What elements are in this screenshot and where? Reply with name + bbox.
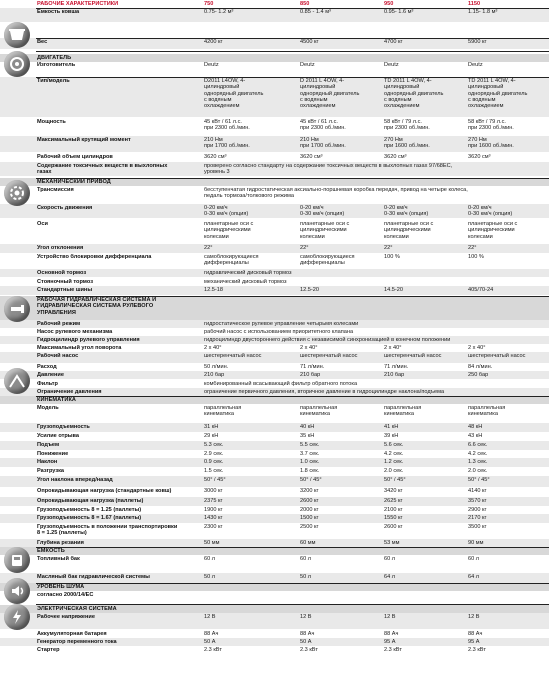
- spec-value-750: 4200 кг: [204, 39, 223, 45]
- spec-row: [0, 573, 549, 583]
- hydraulics-icon: [4, 296, 30, 322]
- spec-row: [0, 77, 549, 117]
- spec-value-950: 2625 кг: [384, 498, 403, 504]
- spec-value-850: 2 x 40°: [300, 345, 318, 351]
- spec-label: Скорость движения: [37, 205, 93, 211]
- section-header-row: [0, 396, 549, 404]
- spec-value-750: 2375 кг: [204, 498, 223, 504]
- spec-value-1150: 3620 см³: [468, 154, 491, 160]
- spec-value-750: Deutz: [204, 62, 219, 68]
- section-divider: [36, 396, 549, 397]
- spec-row: [0, 328, 549, 336]
- spec-label: Грузоподъемность 8 = 1.25 (паллеты): [37, 507, 142, 513]
- spec-value-750: 5.3 сек.: [204, 442, 224, 448]
- spec-value-all-models: гидроцилиндр двустороннего действия с независимой синхронизацией в конечном положении: [204, 337, 451, 343]
- section-title: КИНЕМАТИКА: [37, 397, 77, 403]
- spec-value-750: 3000 кг: [204, 488, 223, 494]
- spec-label: Аккумуляторная батарея: [37, 631, 107, 637]
- spec-value-all-models: комбинированный всасывающий фильтр обратного потока: [204, 381, 358, 387]
- spec-value-950: 2100 кг: [384, 507, 403, 513]
- spec-value-850: 22°: [300, 245, 309, 251]
- spec-row: [0, 497, 549, 506]
- spec-value-750: 0.9 сек.: [204, 459, 224, 465]
- spec-label: Оси: [37, 221, 48, 227]
- spec-value-750: 31 кН: [204, 424, 219, 430]
- spec-row: [0, 153, 549, 162]
- spec-value-1150: 12 В: [468, 614, 480, 620]
- spec-value-850: 60 мм: [300, 540, 316, 546]
- spec-label: Тип/модель: [37, 78, 70, 84]
- spec-row: [0, 336, 549, 344]
- spec-value-750: 45 кВт / 61 л.с. при 2300 об./мин.: [204, 119, 250, 132]
- spec-label: Стояночный тормоз: [37, 279, 93, 285]
- section-title: ЕМКОСТЬ: [37, 548, 65, 554]
- spec-value-950: 270 Нм при 1600 об./мин.: [384, 137, 430, 150]
- spec-value-750: 3620 см³: [204, 154, 227, 160]
- spec-value-750: самоблокирующиеся дифференциалы: [204, 254, 259, 267]
- spec-value-1150: 250 бар: [468, 372, 489, 378]
- spec-value-750: 210 бар: [204, 372, 225, 378]
- section-header-row: [0, 547, 549, 555]
- spec-row: [0, 432, 549, 441]
- spec-row: [0, 8, 549, 22]
- spec-value-950: 5.6 сек.: [384, 442, 404, 448]
- spec-value-950: 64 л: [384, 574, 396, 580]
- spec-label: Угол отклонения: [37, 245, 84, 251]
- spec-value-750: 0-20 км/ч 0-30 км/ч (опция): [204, 205, 249, 218]
- spec-value-950: 0.95- 1.6 м³: [384, 9, 414, 15]
- spec-label: Стандартные шины: [37, 287, 93, 293]
- spec-label: Емкость ковша: [37, 9, 80, 15]
- spec-row: [0, 380, 549, 388]
- spec-value-1150: 1.15- 1.8 м³: [468, 9, 498, 15]
- spec-row: [0, 162, 549, 176]
- spec-value-1150: 6.6 сек.: [468, 442, 488, 448]
- spec-value-850: 2600 кг: [300, 498, 319, 504]
- spec-value-850: 4500 кг: [300, 39, 319, 45]
- spec-value-850: 40 кН: [300, 424, 315, 430]
- section-divider: [36, 8, 549, 9]
- spec-value-750: 1.5 сек.: [204, 468, 224, 474]
- spec-value-850: шестеренчатый насос: [300, 353, 358, 359]
- engine-icon: [4, 51, 30, 77]
- spec-value-950: Deutz: [384, 62, 399, 68]
- section-divider: [36, 178, 549, 179]
- spec-label: согласно 2000/14/EС: [37, 592, 94, 598]
- model-1150: 1150: [468, 1, 481, 7]
- spec-value-950: 88 Ач: [384, 631, 399, 637]
- spec-label: Разгрузка: [37, 468, 65, 474]
- spec-value-850: 50 л: [300, 574, 312, 580]
- spec-value-1150: 5900 кг: [468, 39, 487, 45]
- spec-value-850: 210 бар: [300, 372, 321, 378]
- spec-row: [0, 320, 549, 328]
- spec-value-850: 2.3 кВт: [300, 647, 318, 653]
- spec-value-950: 2 x 40°: [384, 345, 402, 351]
- spec-value-850: 12 В: [300, 614, 312, 620]
- spec-row: [0, 220, 549, 242]
- spec-value-1150: 84 л/мин.: [468, 364, 493, 370]
- spec-value-850: 0.85 - 1.4 м³: [300, 9, 331, 15]
- spec-label: Подъем: [37, 442, 60, 448]
- spec-value-1150: 43 кН: [468, 433, 483, 439]
- spec-value-1150: TD 2011 L 4OW, 4- цилиндровый однорядный двигатель с водяным охлаждением: [468, 78, 528, 110]
- spec-value-850: 88 Ач: [300, 631, 315, 637]
- spec-value-850: 50° / 45°: [300, 477, 322, 483]
- spec-row: [0, 118, 549, 134]
- model-950: 950: [384, 1, 394, 7]
- spec-value-750: 2300 кг: [204, 524, 223, 530]
- spec-value-950: 2.0 сек.: [384, 468, 404, 474]
- spec-label: Изготовитель: [37, 62, 76, 68]
- spec-label: Топливный бак: [37, 556, 80, 562]
- spec-label: Насос рулевого механизма: [37, 329, 113, 335]
- spec-value-950: 1.2 сек.: [384, 459, 404, 465]
- spec-value-750: планетарные оси с цилиндрическими колесами: [204, 221, 254, 240]
- section-header-row: [0, 296, 549, 320]
- spec-value-950: 3620 см³: [384, 154, 407, 160]
- spec-value-1150: планетарные оси с цилиндрическими колесами: [468, 221, 518, 240]
- spec-row: [0, 441, 549, 450]
- spec-label: Фильтр: [37, 381, 58, 387]
- spec-row: [0, 423, 549, 432]
- section-header-row: [0, 178, 549, 186]
- section-divider: [36, 583, 549, 584]
- spec-value-1150: 88 Ач: [468, 631, 483, 637]
- spec-value-950: 95 А: [384, 639, 396, 645]
- spec-row: [0, 613, 549, 629]
- section-title: УРОВЕНЬ ШУМА: [37, 584, 85, 590]
- spec-label: Рабочий объем цилиндров: [37, 154, 113, 160]
- spec-value-750: 12 В: [204, 614, 216, 620]
- spec-value-750: 50 А: [204, 639, 216, 645]
- spec-row: [0, 371, 549, 379]
- section-divider: [36, 604, 549, 605]
- spec-value-1150: шестеренчатый насос: [468, 353, 526, 359]
- spec-value-750: 50 мм: [204, 540, 220, 546]
- spec-value-750: 2.3 кВт: [204, 647, 222, 653]
- section-header-row: [0, 605, 549, 613]
- section-title: ЭЛЕКТРИЧЕСКАЯ СИСТЕМА: [37, 606, 117, 612]
- spec-value-1150: 1.3 сек.: [468, 459, 488, 465]
- spec-value-750: 12.5-18: [204, 287, 223, 293]
- spec-label: Модель: [37, 405, 59, 411]
- spec-value-750: 29 кН: [204, 433, 219, 439]
- spec-row: [0, 388, 549, 396]
- bucket-icon: [4, 22, 30, 48]
- spec-value-950: 1550 кг: [384, 515, 403, 521]
- spec-value-950: 39 кН: [384, 433, 399, 439]
- spec-row: [0, 467, 549, 476]
- spec-row: [0, 278, 549, 286]
- spec-value-1150: 270 Нм при 1600 об./мин.: [468, 137, 514, 150]
- spec-value-1150: 405/70-24: [468, 287, 494, 293]
- spec-value-850: Deutz: [300, 62, 315, 68]
- spec-row: [0, 630, 549, 638]
- spec-value-1150: 3570 кг: [468, 498, 487, 504]
- spec-row: [0, 136, 549, 152]
- spec-row: [0, 646, 549, 655]
- spec-value-950: 2.3 кВт: [384, 647, 402, 653]
- spec-value-850: 45 кВт / 61 л.с. при 2300 об./мин.: [300, 119, 346, 132]
- spec-value-1150: 2170 кг: [468, 515, 487, 521]
- spec-row: [0, 514, 549, 523]
- spec-value-1150: 2900 кг: [468, 507, 487, 513]
- spec-value-850: 0-20 км/ч 0-30 км/ч (опция): [300, 205, 345, 218]
- spec-value-950: планетарные оси с цилиндрическими колесами: [384, 221, 434, 240]
- spec-value-950: 2600 кг: [384, 524, 403, 530]
- spec-value-all-models: проверено согласно стандарту на содержание токсичных веществ в выхлопных газах 97/68EС, уровень 3: [204, 163, 453, 176]
- spec-value-1150: 2 x 40°: [468, 345, 486, 351]
- spec-label: Максимальный крутящий момент: [37, 137, 131, 143]
- spec-label: Грузоподъемность в положении транспортировки 8 = 1.25 (паллеты): [37, 524, 178, 537]
- spec-label: Генератор переменного тока: [37, 639, 117, 645]
- spec-value-850: 50 А: [300, 639, 312, 645]
- section-title: ДВИГАТЕЛЬ: [37, 55, 72, 61]
- spec-value-750: 50 л/мин.: [204, 364, 229, 370]
- spec-value-750: 210 Нм при 1700 об./мин.: [204, 137, 250, 150]
- spec-value-750: 50 л: [204, 574, 216, 580]
- spec-label: Усилие отрыва: [37, 433, 80, 439]
- spec-value-1150: 2.3 кВт: [468, 647, 486, 653]
- spec-label: Масляный бак гидравлической системы: [37, 574, 150, 580]
- fuel-tank-icon: [4, 547, 30, 573]
- section-divider: [36, 38, 549, 39]
- section-divider: [36, 77, 549, 78]
- spec-row: [0, 186, 549, 202]
- spec-label: Основной тормоз: [37, 270, 87, 276]
- spec-label: Угол наклона вперед/назад: [37, 477, 113, 483]
- spec-row: [0, 555, 549, 573]
- spec-value-750: 1430 кг: [204, 515, 223, 521]
- spec-value-950: 12 В: [384, 614, 396, 620]
- spec-row: [0, 487, 549, 497]
- spec-value-850: 35 кН: [300, 433, 315, 439]
- spec-label: Вес: [37, 39, 48, 45]
- spec-label: Мощность: [37, 119, 66, 125]
- spec-label: Содержание токсичных веществ в выхлопных газах: [37, 163, 168, 176]
- spec-value-750: 22°: [204, 245, 213, 251]
- spec-value-950: параллельная кинематика: [384, 405, 422, 418]
- spec-value-950: шестеренчатый насос: [384, 353, 442, 359]
- spec-row: [0, 523, 549, 538]
- drivetrain-icon: [4, 180, 30, 206]
- spec-row: [0, 458, 549, 467]
- spec-value-950: 60 л: [384, 556, 396, 562]
- spec-value-all-models: гидростатическое рулевое управление четырьмя колесами: [204, 321, 359, 327]
- spec-value-850: 2500 кг: [300, 524, 319, 530]
- spec-value-850: 60 л: [300, 556, 312, 562]
- spec-value-all-models: рабочий насос с использованием приоритетного клапана: [204, 329, 354, 335]
- spec-value-850: D 2011 L 4OW, 4- цилиндровый однорядный двигатель с водяным охлаждением: [300, 78, 360, 110]
- spec-row: [0, 476, 549, 487]
- spec-value-1150: 3500 кг: [468, 524, 487, 530]
- spec-value-1150: 90 мм: [468, 540, 484, 546]
- spec-value-all-models: механический дисковый тормоз: [204, 279, 287, 285]
- spec-value-950: 100 %: [384, 254, 400, 260]
- spec-value-750: 60 л: [204, 556, 216, 562]
- spec-value-1150: 95 А: [468, 639, 480, 645]
- spec-label: Понижение: [37, 451, 69, 457]
- spec-row: [0, 269, 549, 277]
- spec-value-750: 2 x 40°: [204, 345, 222, 351]
- spec-label: Опрокидывающая нагрузка (паллеты): [37, 498, 144, 504]
- header-label: РАБОЧИЕ ХАРАКТЕРИСТИКИ: [37, 1, 119, 7]
- spec-value-750: 88 Ач: [204, 631, 219, 637]
- spec-value-950: 210 бар: [384, 372, 405, 378]
- spec-label: Устройство блокировки дифференциала: [37, 254, 152, 260]
- spec-value-750: 50° / 45°: [204, 477, 226, 483]
- spec-value-950: 14.5-20: [384, 287, 403, 293]
- model-750: 750: [204, 1, 214, 7]
- spec-value-750: 2.9 сек.: [204, 451, 224, 457]
- spec-value-1150: 100 %: [468, 254, 484, 260]
- spec-value-950: 4700 кг: [384, 39, 403, 45]
- spec-label: Расход: [37, 364, 57, 370]
- spec-value-850: 3620 см³: [300, 154, 323, 160]
- electric-icon: [4, 604, 30, 630]
- spec-value-950: 3420 кг: [384, 488, 403, 494]
- spec-value-850: 1.8 сек.: [300, 468, 320, 474]
- spec-value-all-models: бесступенчатая гидростатическая аксиально-поршневая коробка передач, привод на четыре колеса, педаль тормоза/толкового режима: [204, 187, 468, 200]
- spec-value-750: 1900 кг: [204, 507, 223, 513]
- spec-value-750: 0.75- 1.2 м³: [204, 9, 234, 15]
- spec-row: [0, 539, 549, 547]
- spec-row: [0, 253, 549, 269]
- section-title: РАБОЧАЯ ГИДРАВЛИЧЕСКАЯ СИСТЕМА И ГИДРАВЛИЧЕСКАЯ СИСТЕМА РУЛЕВОГО УПРАВЛЕНИЯ: [37, 297, 157, 316]
- spec-value-all-models: гидравлический дисковый тормоз: [204, 270, 292, 276]
- spec-label: Опрокидывающая нагрузка (стандартные ковш): [37, 488, 172, 494]
- spec-value-850: 71 л/мин.: [300, 364, 325, 370]
- spec-value-850: 2000 кг: [300, 507, 319, 513]
- spec-value-1150: 4140 кг: [468, 488, 487, 494]
- spec-label: Стартер: [37, 647, 60, 653]
- spec-value-850: 12.5-20: [300, 287, 319, 293]
- spec-value-950: 50° / 45°: [384, 477, 406, 483]
- spec-value-1150: 2.0 сек.: [468, 468, 488, 474]
- spec-value-850: самоблокирующиеся дифференциалы: [300, 254, 355, 267]
- spec-label: Рабочий насос: [37, 353, 79, 359]
- spec-value-1150: 48 кН: [468, 424, 483, 430]
- spec-label: Грузоподъемность: [37, 424, 90, 430]
- spec-label: Давление: [37, 372, 64, 378]
- spec-label: Рабочее напряжение: [37, 614, 95, 620]
- model-850: 850: [300, 1, 310, 7]
- spec-value-850: 1500 кг: [300, 515, 319, 521]
- section-divider: [36, 51, 549, 52]
- spec-label: Ограничение давления: [37, 389, 102, 395]
- spec-row: [0, 638, 549, 646]
- spec-value-850: 1.0 сек.: [300, 459, 320, 465]
- spec-value-1150: 4.2 сек.: [468, 451, 488, 457]
- spec-value-950: 41 кН: [384, 424, 399, 430]
- spec-value-750: параллельная кинематика: [204, 405, 242, 418]
- spec-value-950: 53 мм: [384, 540, 400, 546]
- spec-value-850: 3.7 сек.: [300, 451, 320, 457]
- spec-label: Гидроцилиндр рулевого управления: [37, 337, 140, 343]
- spec-value-1150: Deutz: [468, 62, 483, 68]
- section-header-row: [0, 583, 549, 591]
- spec-value-1150: 58 кВт / 79 л.с. при 2300 об./мин.: [468, 119, 514, 132]
- spec-label: Максимальный угол поворота: [37, 345, 122, 351]
- spec-value-850: 3200 кг: [300, 488, 319, 494]
- spec-value-850: планетарные оси с цилиндрическими колесами: [300, 221, 350, 240]
- spec-label: Грузоподъемность 8 = 1.67 (паллеты): [37, 515, 142, 521]
- section-title: МЕХАНИЧЕСКИЙ ПРИВОД: [37, 179, 111, 185]
- spec-label: Трансмиссия: [37, 187, 74, 193]
- spec-label: Рабочий режим: [37, 321, 81, 327]
- kinematics-icon: [4, 368, 30, 394]
- spec-value-950: TD 2011 L 4OW, 4- цилиндровый однорядный двигатель с водяным охлаждением: [384, 78, 444, 110]
- spec-value-1150: 50° / 45°: [468, 477, 490, 483]
- noise-icon: [4, 578, 30, 604]
- spec-value-950: 4.2 сек.: [384, 451, 404, 457]
- spec-row: [0, 204, 549, 218]
- spec-row: [0, 352, 549, 363]
- section-divider: [36, 296, 549, 297]
- spec-value-1150: 22°: [468, 245, 477, 251]
- spec-value-950: 71 л/мин.: [384, 364, 409, 370]
- section-divider: [36, 547, 549, 548]
- spec-value-850: 5.5 сек.: [300, 442, 320, 448]
- spec-row: [0, 38, 549, 49]
- spec-row: [0, 344, 549, 352]
- spec-value-750: D2011 L4OW, 4- цилиндровый однорядный двигатель с водяным охлаждением: [204, 78, 264, 110]
- spec-value-750: шестеренчатый насос: [204, 353, 262, 359]
- spec-label: Глубина резания: [37, 540, 84, 546]
- spec-row: [0, 244, 549, 253]
- spec-value-all-models: ограничение первичного давления, вторичное давление в гидроцилиндре наклона/подъема: [204, 389, 445, 395]
- spec-row: [0, 61, 549, 75]
- spec-value-950: 22°: [384, 245, 393, 251]
- spec-row: [0, 404, 549, 422]
- spec-row: [0, 286, 549, 295]
- spec-label: Наклон: [37, 459, 58, 465]
- spec-value-850: параллельная кинематика: [300, 405, 338, 418]
- spec-row: [0, 591, 549, 601]
- spec-row: [0, 363, 549, 371]
- spec-value-950: 0-20 км/ч 0-30 км/ч (опция): [384, 205, 429, 218]
- spec-value-1150: 60 л: [468, 556, 480, 562]
- spec-value-1150: параллельная кинематика: [468, 405, 506, 418]
- spec-value-1150: 64 л: [468, 574, 480, 580]
- spec-value-1150: 0-20 км/ч 0-30 км/ч (опция): [468, 205, 513, 218]
- spec-value-950: 58 кВт / 79 л.с. при 2300 об./мин.: [384, 119, 430, 132]
- spec-value-850: 210 Нм при 1700 об./мин.: [300, 137, 346, 150]
